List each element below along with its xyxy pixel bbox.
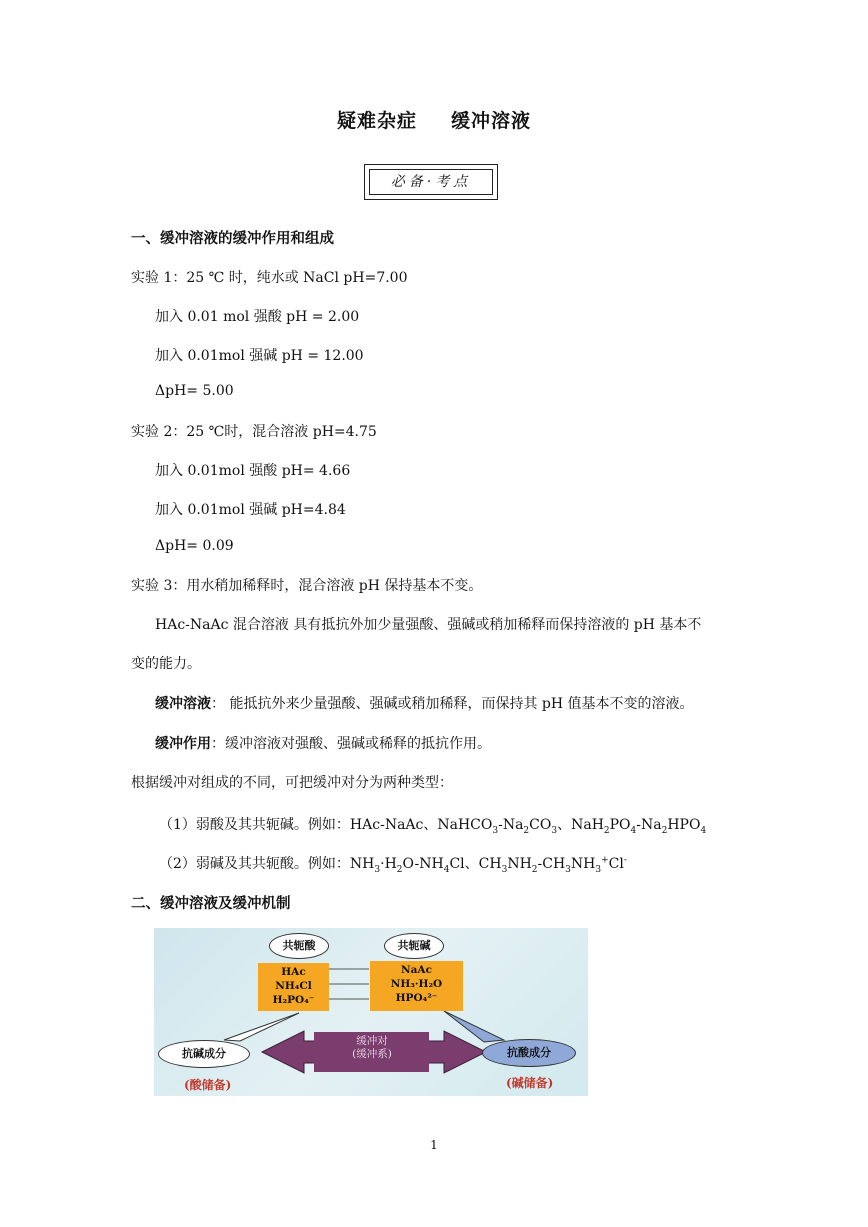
definition-text: ： 能抵抗外来少量强酸、强碱或稍加稀释，而保持其 pH 值基本不变的溶液。: [211, 696, 694, 712]
conjugate-base-label: 共轭碱: [384, 933, 444, 959]
paragraph-line-2: 变的能力。: [131, 656, 201, 672]
badge-label: 必备·考点: [369, 169, 493, 195]
base-reserve-label: (碱储备): [506, 1076, 554, 1090]
experiment-1-acid: 加入 0.01 mol 强酸 pH = 2.00: [155, 309, 360, 325]
experiment-2-base: 加入 0.01mol 强碱 pH=4.84: [155, 502, 346, 518]
types-intro: 根据缓冲对组成的不同，可把缓冲对分为两种类型：: [131, 775, 453, 791]
definition-buffer-solution: [155, 693, 694, 713]
anti-acid-component: 抗酸成分: [482, 1039, 576, 1067]
definition-label: 缓冲溶液: [155, 696, 211, 712]
paragraph-line-1: HAc-NaAc 混合溶液 具有抵抗外加少量强酸、强碱或稍加稀释而保持溶液的 pH 基本不: [155, 617, 702, 633]
type-1: （1）弱酸及其共轭碱。例如：HAc-NaAc、$NaHCO_3-Na_2CO_3$、$NaH_2PO_4-Na_2HPO_4$: [159, 817, 707, 836]
conjugate-base-box: NaAc NH₃·H₂O HPO₄²⁻: [370, 961, 463, 1011]
anti-base-component: 抗碱成分: [158, 1040, 250, 1068]
definition-buffer-action: [155, 733, 491, 753]
conjugate-acid-box: HAc NH₄Cl H₂PO₄⁻: [258, 963, 329, 1011]
experiment-2-acid: 加入 0.01mol 强酸 pH= 4.66: [155, 463, 351, 479]
diagram-lines: [154, 928, 588, 1096]
buffer-mechanism-diagram: [154, 928, 588, 1096]
experiment-1-base: 加入 0.01mol 强碱 pH = 12.00: [155, 348, 364, 364]
action-text: ：缓冲溶液对强酸、强碱或稀释的抵抗作用。: [211, 736, 491, 752]
experiment-3: 实验 3：用水稍加稀释时，混合溶液 pH 保持基本不变。: [131, 578, 483, 594]
acid-reserve-label: (酸储备): [184, 1078, 232, 1092]
page-number: 1: [430, 1138, 438, 1152]
type-2: （2）弱碱及其共轭酸。例如：$NH_3\cdot H_2O-NH_4Cl$、$CH_3NH_2-CH_3NH_3^+Cl^-$: [159, 855, 627, 875]
buffer-pair-label: 缓冲对 (缓冲系): [352, 1035, 392, 1060]
action-label: 缓冲作用: [155, 736, 211, 752]
experiment-1: 实验 1：25 ℃ 时，纯水或 NaCl pH=7.00: [131, 270, 408, 286]
experiment-2-delta-ph: ΔpH= 0.09: [155, 538, 234, 554]
section-1-heading: 一、缓冲溶液的缓冲作用和组成: [131, 231, 334, 247]
experiment-1-delta-ph: ΔpH= 5.00: [155, 383, 234, 399]
page-title: 疑难杂症 缓冲溶液: [336, 110, 532, 132]
conjugate-acid-label: 共轭酸: [269, 933, 329, 959]
section-2-heading: 二、缓冲溶液及缓冲机制: [131, 896, 291, 912]
experiment-2: 实验 2：25 ℃时，混合溶液 pH=4.75: [131, 424, 377, 440]
key-points-badge: [364, 164, 498, 200]
